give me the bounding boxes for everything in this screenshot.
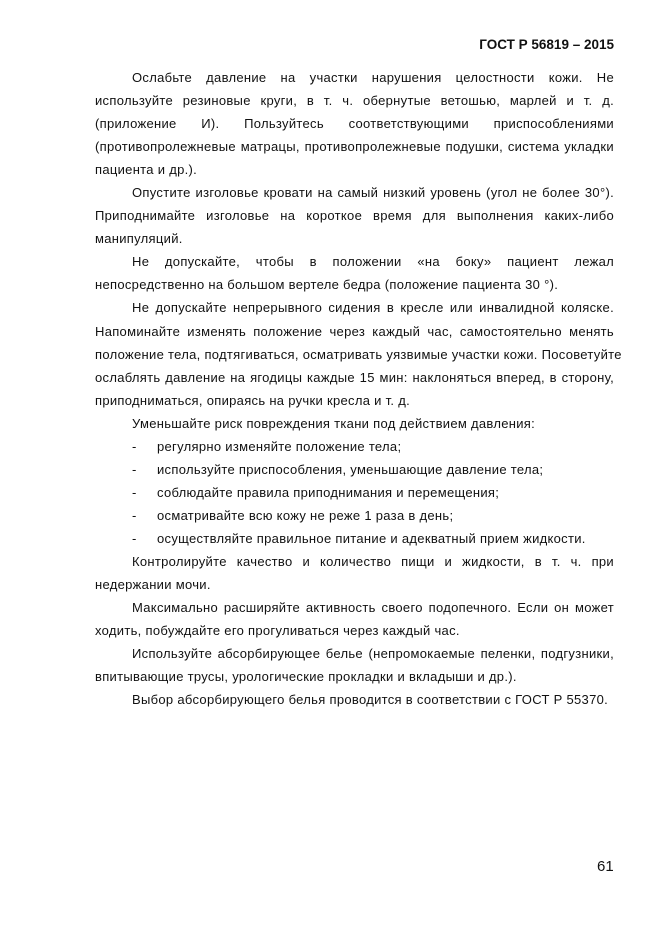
- list-item: [95, 481, 614, 504]
- text-line: ослаблять давление на ягодицы каждые 15 мин: наклоняться вперед, в сторону,: [95, 369, 614, 385]
- text-line: ходить, побуждайте его прогуливаться через каждый час.: [95, 623, 460, 639]
- text-line: пациента и др.).: [95, 162, 198, 178]
- list-marker: -: [132, 530, 137, 546]
- text-line: Максимально расширяйте активность своего подопечного. Если он может: [132, 600, 614, 616]
- paragraph: [95, 642, 614, 688]
- document-body: [95, 66, 622, 711]
- list-item-text: соблюдайте правила приподнимания и перемещения;: [157, 484, 500, 500]
- paragraph: [95, 688, 614, 711]
- text-line: положение тела, подтягиваться, осматривать уязвимые участки кожи. Посоветуйте: [95, 346, 622, 362]
- text-line: Уменьшайте риск повреждения ткани под действием давления:: [132, 415, 536, 431]
- page-number: 61: [597, 858, 614, 875]
- text-line: используйте резиновые круги, в т. ч. обернутые ветошью, марлей и т. д.: [95, 93, 614, 109]
- text-line: (приложение И). Пользуйтесь соответствующими приспособлениями: [95, 116, 614, 132]
- bullet-list: [95, 435, 614, 550]
- text-line: манипуляций.: [95, 231, 183, 247]
- list-marker: -: [132, 438, 137, 454]
- list-item-text: осуществляйте правильное питание и адекватный прием жидкости.: [157, 530, 586, 546]
- text-line: (противопролежневые матрацы, противопролежневые подушки, система укладки: [95, 139, 614, 155]
- text-line: непосредственно на большом вертеле бедра (положение пациента 30 °).: [95, 277, 559, 293]
- list-item: [95, 527, 614, 550]
- paragraph: [95, 412, 614, 435]
- paragraph: [95, 550, 614, 596]
- text-line: Опустите изголовье кровати на самый низкий уровень (угол не более 30°).: [132, 185, 614, 201]
- list-item-text: используйте приспособления, уменьшающие давление тела;: [157, 461, 544, 477]
- paragraph: [95, 250, 614, 296]
- text-line: Выбор абсорбирующего белья проводится в соответствии с ГОСТ Р 55370.: [132, 692, 609, 708]
- list-item-text: регулярно изменяйте положение тела;: [157, 438, 402, 454]
- paragraph: [95, 296, 622, 411]
- list-marker: -: [132, 461, 137, 477]
- list-item: [95, 435, 614, 458]
- text-line: Используйте абсорбирующее белье (непромокаемые пеленки, подгузники,: [132, 646, 614, 662]
- list-item-text: осматривайте всю кожу не реже 1 раза в день;: [157, 507, 454, 523]
- document-header: ГОСТ Р 56819 – 2015: [479, 37, 614, 52]
- text-line: Не допускайте непрерывного сидения в кресле или инвалидной коляске.: [132, 300, 614, 316]
- text-line: Контролируйте качество и количество пищи и жидкости, в т. ч. при: [132, 553, 614, 569]
- list-marker: -: [132, 484, 137, 500]
- paragraph: [95, 181, 614, 250]
- list-item: [95, 504, 614, 527]
- paragraph: [95, 596, 614, 642]
- list-item: [95, 458, 614, 481]
- text-line: Приподнимайте изголовье на короткое время для выполнения каких-либо: [95, 208, 614, 224]
- text-line: приподниматься, опираясь на ручки кресла и т. д.: [95, 392, 411, 408]
- text-line: Не допускайте, чтобы в положении «на боку» пациент лежал: [132, 254, 614, 270]
- text-line: Напоминайте изменять положение через каждый час, самостоятельно менять: [95, 323, 614, 339]
- list-marker: -: [132, 507, 137, 523]
- text-line: недержании мочи.: [95, 577, 211, 593]
- text-line: Ослабьте давление на участки нарушения целостности кожи. Не: [132, 70, 614, 85]
- text-line: впитывающие трусы, урологические прокладки и вкладыши и др.).: [95, 669, 517, 685]
- paragraph: [95, 66, 614, 181]
